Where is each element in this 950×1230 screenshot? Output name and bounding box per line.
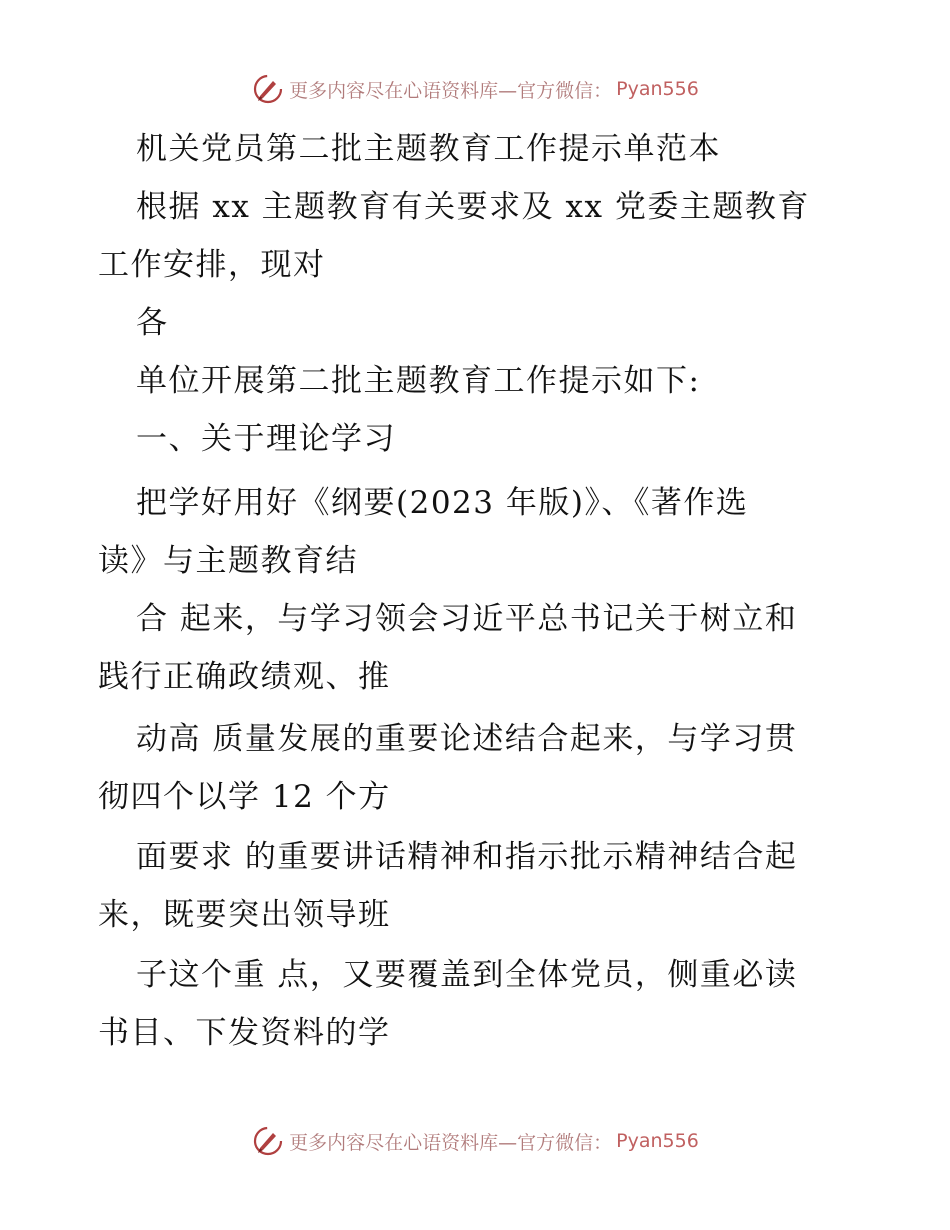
body-line: 彻四个以学 12 个方: [98, 779, 391, 815]
header-watermark: [0, 72, 950, 106]
document-title: 机关党员第二批主题教育工作提示单范本: [136, 131, 721, 167]
footer-wechat-id: Pyan556: [616, 1130, 699, 1152]
body-line: 践行正确政绩观、推: [98, 659, 391, 695]
body-line: 面要求 的重要讲话精神和指示批示精神结合起: [136, 839, 798, 875]
body-line: 来，既要突出领导班: [98, 897, 391, 933]
footer-watermark: [0, 1124, 950, 1158]
body-line: 合 起来，与学习领会习近平总书记关于树立和: [136, 601, 798, 637]
brush-logo-icon: [251, 1124, 285, 1158]
footer-watermark-text: 更多内容尽在心语资料库—官方微信：: [289, 1131, 613, 1154]
body-line: 把学好用好《纲要(2023 年版)》、《著作选: [136, 485, 749, 521]
header-watermark-text: 更多内容尽在心语资料库—官方微信：: [289, 79, 613, 102]
brush-logo-icon: [251, 72, 285, 106]
body-line: 书目、下发资料的学: [98, 1015, 391, 1051]
body-line: 单位开展第二批主题教育工作提示如下:: [136, 363, 701, 399]
body-line: 子这个重 点，又要覆盖到全体党员，侧重必读: [136, 957, 798, 993]
body-line: 根据 xx 主题教育有关要求及 xx 党委主题教育: [136, 189, 810, 225]
body-line: 动高 质量发展的重要论述结合起来，与学习贯: [136, 721, 798, 757]
body-line: 各: [136, 305, 169, 341]
body-line: 读》与主题教育结: [98, 543, 358, 579]
section-heading: 一、关于理论学习: [136, 421, 396, 457]
body-line: 工作安排，现对: [98, 247, 326, 283]
header-wechat-id: Pyan556: [616, 78, 699, 100]
